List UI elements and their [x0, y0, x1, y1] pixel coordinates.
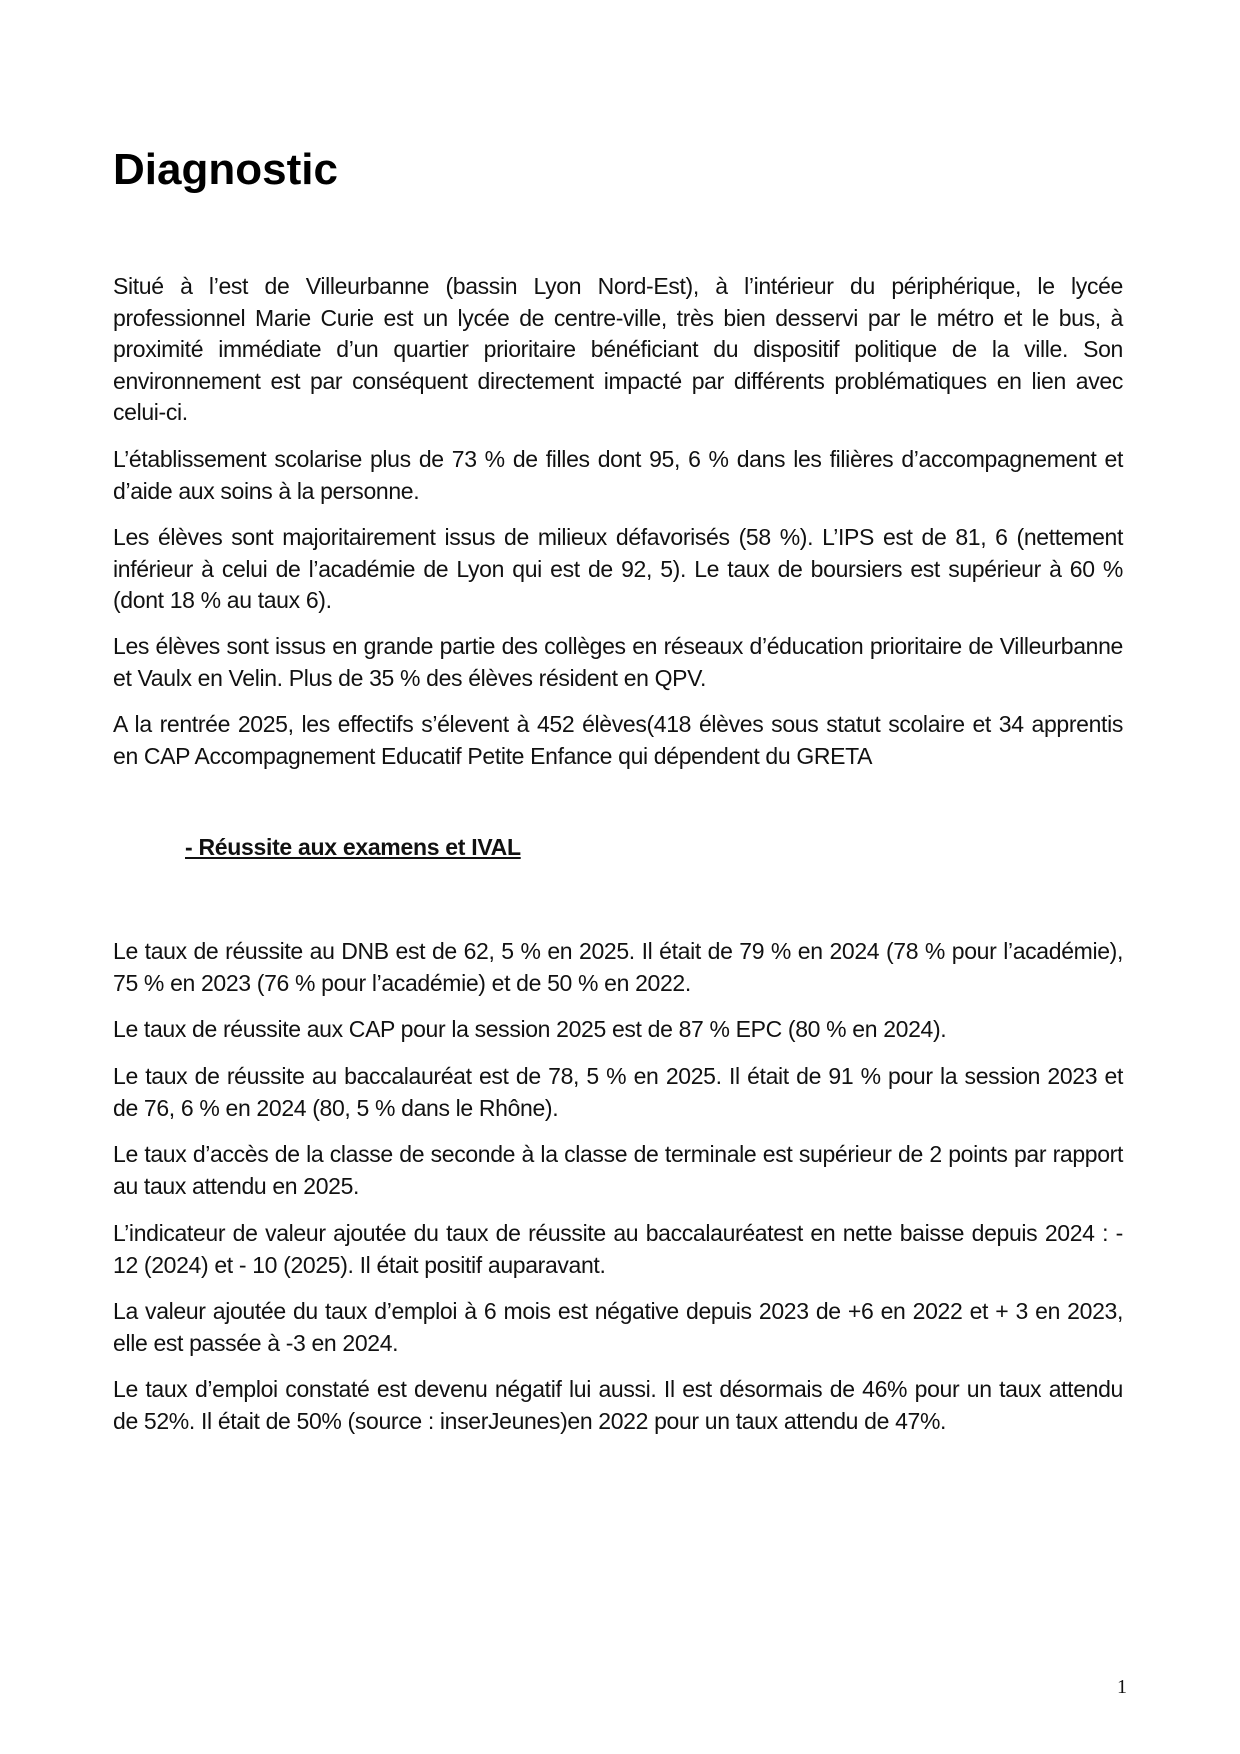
paragraph-gender: L’établissement scolarise plus de 73 % de filles dont 95, 6 % dans les filières d’accompagnement et d’aide aux soins à la personne.	[113, 446, 1123, 504]
paragraph-added-value-employment: La valeur ajoutée du taux d’emploi à 6 mois est négative depuis 2023 de +6 en 2022 et + 3 en 2023, elle est passée à -3 en 2024.	[113, 1298, 1123, 1356]
page-title: Diagnostic	[113, 145, 338, 194]
section-heading: - Réussite aux examens et IVAL	[185, 834, 521, 860]
paragraph-bac: Le taux de réussite au baccalauréat est de 78, 5 % en 2025. Il était de 91 % pour la session 2023 et de 76, 6 % en 2024 (80, 5 % dans le Rhône).	[113, 1063, 1123, 1121]
paragraph-social: Les élèves sont majoritairement issus de milieux défavorisés (58 %). L’IPS est de 81, 6 (nettement inférieur à celui de l’académie de Lyon qui est de 92, 5). Le taux de boursiers est supérieur à 60 % (dont 18 % au taux 6).	[113, 524, 1123, 613]
paragraph-enrollment: A la rentrée 2025, les effectifs s’élevent à 452 élèves(418 élèves sous statut scolaire et 34 apprentis en CAP Accompagnement Educatif Petite Enfance qui dépendent du GRETA	[113, 711, 1123, 769]
paragraph-added-value-bac: L’indicateur de valeur ajoutée du taux de réussite au baccalauréatest en nette baisse depuis 2024 : - 12 (2024) et - 10 (2025). Il était positif auparavant.	[113, 1220, 1123, 1278]
paragraph-employment-rate: Le taux d’emploi constaté est devenu négatif lui aussi. Il est désormais de 46% pour un taux attendu de 52%. Il était de 50% (source : inserJeunes)en 2022 pour un taux attendu de 47%.	[113, 1376, 1123, 1434]
page-number: 1	[1117, 1676, 1127, 1698]
paragraph-origin: Les élèves sont issus en grande partie des collèges en réseaux d’éducation prioritaire de Villeurbanne et Vaulx en Velin. Plus de 35 % des élèves résident en QPV.	[113, 633, 1123, 691]
paragraph-cap: Le taux de réussite aux CAP pour la session 2025 est de 87 % EPC (80 % en 2024).	[113, 1016, 947, 1042]
paragraph-location: Situé à l’est de Villeurbanne (bassin Lyon Nord-Est), à l’intérieur du périphérique, le lycée professionnel Marie Curie est un lycée de centre-ville, très bien desservi par le métro et le bus, à proximité immédiate d’un quartier prioritaire bénéficiant du dispositif politique de la ville. Son environnement est par conséquent directement impacté par différents problématiques en lien avec celui-ci.	[113, 273, 1123, 425]
paragraph-dnb: Le taux de réussite au DNB est de 62, 5 % en 2025. Il était de 79 % en 2024 (78 % pour l’académie), 75 % en 2023 (76 % pour l’académie) et de 50 % en 2022.	[113, 938, 1123, 996]
paragraph-access-rate: Le taux d’accès de la classe de seconde à la classe de terminale est supérieur de 2 points par rapport au taux attendu en 2025.	[113, 1141, 1123, 1199]
